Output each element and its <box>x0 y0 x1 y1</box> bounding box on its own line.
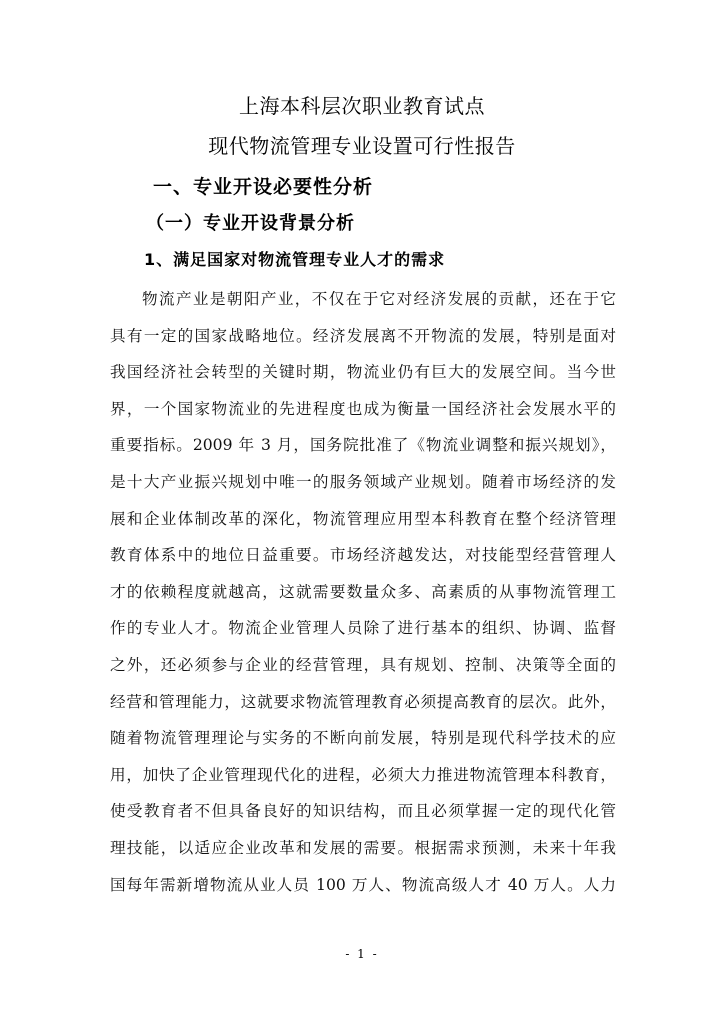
report-title-line-2: 现代物流管理专业设置可行性报告 <box>208 134 516 158</box>
paragraph-line: 教育体系中的地位日益重要。市场经济越发达，对技能型经营管理人 <box>110 546 616 565</box>
paragraph-line: 我国经济社会转型的关键时期，物流业仍有巨大的发展空间。当今世 <box>110 363 616 382</box>
paragraph-line: 才的依赖程度就越高，这就需要数量众多、高素质的从事物流管理工 <box>110 582 616 601</box>
paragraph-line: 国每年需新增物流从业人员 100 万人、物流高级人才 40 万人。人力 <box>110 875 616 894</box>
section-heading: 一、专业开设必要性分析 <box>153 176 374 198</box>
paragraph-line: 展和企业体制改革的深化，物流管理应用型本科教育在整个经济管理 <box>110 509 616 528</box>
paragraph-line: 物流产业是朝阳产业，不仅在于它对经济发展的贡献，还在于它 <box>142 290 616 308</box>
paragraph-line: 作的专业人才。物流企业管理人员除了进行基本的组织、协调、监督 <box>110 619 616 638</box>
report-title-line-1: 上海本科层次职业教育试点 <box>239 94 485 118</box>
paragraph-line: 重要指标。2009 年 3 月，国务院批准了《物流业调整和振兴规划》， <box>110 436 616 455</box>
paragraph-line: 具有一定的国家战略地位。经济发展离不开物流的发展，特别是面对 <box>110 326 616 345</box>
subsection-heading: （一）专业开设背景分析 <box>146 213 355 234</box>
paragraph-line: 理技能，以适应企业改革和发展的需要。根据需求预测，未来十年我 <box>110 838 616 857</box>
paragraph-line: 用，加快了企业管理现代化的进程，必须大力推进物流管理本科教育， <box>110 765 616 784</box>
paragraph-line: 是十大产业振兴规划中唯一的服务领域产业规划。随着市场经济的发 <box>110 472 616 491</box>
paragraph-line: 使受教育者不但具备良好的知识结构，而且必须掌握一定的现代化管 <box>110 802 616 821</box>
item-heading: 1、满足国家对物流管理专业人才的需求 <box>144 250 446 269</box>
paragraph-line: 随着物流管理理论与实务的不断向前发展，特别是现代科学技术的应 <box>110 729 616 748</box>
paragraph-line: 界，一个国家物流业的先进程度也成为衡量一国经济社会发展水平的 <box>110 399 616 418</box>
body-paragraph <box>110 288 616 910</box>
page-number: - 1 - <box>345 947 379 961</box>
paragraph-line: 经营和管理能力，这就要求物流管理教育必须提高教育的层次。此外， <box>110 692 616 711</box>
paragraph-line: 之外，还必须参与企业的经营管理，具有规划、控制、决策等全面的 <box>110 655 616 674</box>
